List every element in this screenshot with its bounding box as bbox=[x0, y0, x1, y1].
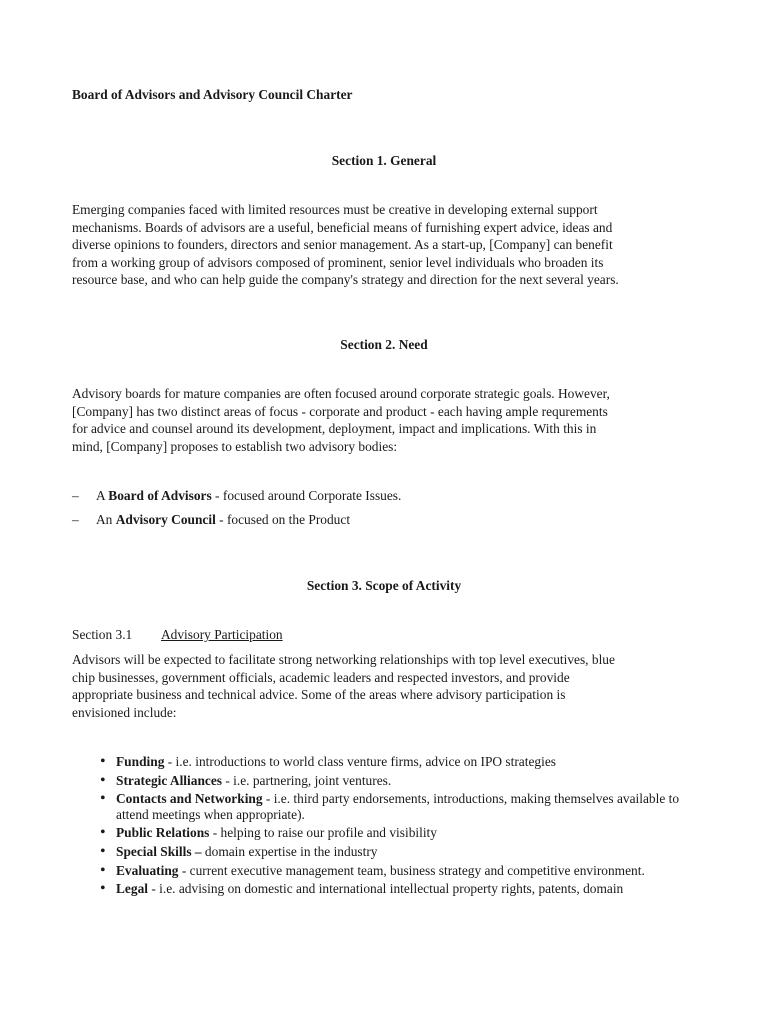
paragraph-line: mind, [Company] proposes to establish two advisory bodies: bbox=[72, 438, 398, 454]
bullet-bold-term: Funding bbox=[116, 754, 165, 769]
bullet-icon: • bbox=[100, 861, 106, 879]
bullet-item bbox=[96, 844, 696, 859]
paragraph-line: diverse opinions to founders, directors and senior management. As a start-up, [Company] can benefit bbox=[72, 237, 613, 253]
paragraph-line: mechanisms. Boards of advisors are a useful, beneficial means of furnishing expert advice, ideas and bbox=[72, 219, 613, 235]
paragraph-line: Advisory boards for mature companies are often focused around corporate strategic goals. However, bbox=[72, 386, 610, 401]
paragraph-line: Advisors will be expected to facilitate strong networking relationships with top level executives, blue bbox=[72, 652, 615, 667]
dash-marker: – bbox=[72, 512, 79, 527]
bullet-item bbox=[96, 825, 696, 840]
bullet-text: - current executive management team, business strategy and competitive environment. bbox=[178, 862, 645, 878]
bullet-item bbox=[96, 881, 696, 896]
bullet-list bbox=[96, 754, 696, 900]
bullet-icon: • bbox=[100, 753, 106, 770]
item-bold-term: Advisory Council bbox=[115, 512, 216, 527]
item-text: - focused on the Product bbox=[215, 512, 351, 527]
bullet-bold-term: Strategic Alliances bbox=[116, 772, 222, 788]
item-bold-term: Board of Advisors bbox=[108, 488, 212, 503]
bullet-item bbox=[96, 863, 696, 878]
bullet-bold-term: Legal bbox=[116, 881, 148, 897]
bullet-icon: • bbox=[100, 880, 106, 898]
bullet-icon: • bbox=[100, 790, 106, 808]
paragraph-line: from a working group of advisors composed of prominent, senior level individuals who broaden its bbox=[72, 254, 604, 270]
section-2-heading: Section 2. Need bbox=[340, 337, 428, 352]
bullet-text: - i.e. advising on domestic and international intellectual property rights, patents, domain bbox=[148, 881, 624, 897]
item-prefix: An bbox=[96, 512, 116, 527]
bullet-text: - i.e. partnering, joint ventures. bbox=[222, 772, 392, 788]
bullet-text: - helping to raise our profile and visibility bbox=[209, 825, 437, 841]
bullet-icon: • bbox=[100, 771, 106, 789]
subsection-title: Advisory Participation bbox=[161, 627, 283, 642]
bullet-text: - i.e. introductions to world class venture firms, advice on IPO strategies bbox=[164, 754, 556, 769]
bullet-item bbox=[96, 791, 696, 822]
bullet-bold-term: Public Relations bbox=[116, 825, 210, 841]
bullet-bold-term: Contacts and Networking bbox=[116, 791, 263, 807]
section-3-paragraph bbox=[72, 651, 694, 721]
paragraph-line: resource base, and who can help guide the company's strategy and direction for the next several years. bbox=[72, 272, 619, 288]
subsection-number: Section 3.1 bbox=[72, 627, 133, 642]
bullet-text: domain expertise in the industry bbox=[201, 844, 378, 860]
dash-list-item bbox=[72, 487, 692, 505]
bullet-icon: • bbox=[100, 824, 106, 842]
dash-marker: – bbox=[72, 488, 79, 503]
section-1-paragraph bbox=[72, 201, 694, 289]
paragraph-line: chip businesses, government officials, academic leaders and respected investors, and provide bbox=[72, 669, 570, 685]
paragraph-line: envisioned include: bbox=[72, 704, 177, 720]
bullet-item bbox=[96, 754, 696, 769]
subsection-3-1-heading bbox=[72, 626, 283, 644]
bullet-bold-term: Special Skills – bbox=[116, 844, 202, 860]
bullet-bold-term: Evaluating bbox=[116, 862, 179, 878]
paragraph-line: Emerging companies faced with limited resources must be creative in developing external support bbox=[72, 202, 598, 217]
bullet-icon: • bbox=[100, 843, 106, 861]
paragraph-line: for advice and counsel around its development, deployment, impact and implications. With this in bbox=[72, 421, 597, 437]
document-title: Board of Advisors and Advisory Council Charter bbox=[72, 87, 353, 102]
item-prefix: A bbox=[96, 488, 109, 503]
paragraph-line: appropriate business and technical advice. Some of the areas where advisory participation is bbox=[72, 687, 566, 703]
item-text: - focused around Corporate Issues. bbox=[211, 488, 402, 503]
bullet-item bbox=[96, 773, 696, 788]
paragraph-line: [Company] has two distinct areas of focus - corporate and product - each having ample requrements bbox=[72, 403, 608, 419]
section-1-heading: Section 1. General bbox=[331, 153, 437, 168]
dash-list-item bbox=[72, 511, 692, 529]
section-2-paragraph bbox=[72, 385, 694, 455]
section-3-heading: Section 3. Scope of Activity bbox=[306, 578, 462, 593]
bullet-text: - i.e. third party endorsements, introductions, making themselves available to attend meetings when appropriate). bbox=[116, 791, 680, 822]
